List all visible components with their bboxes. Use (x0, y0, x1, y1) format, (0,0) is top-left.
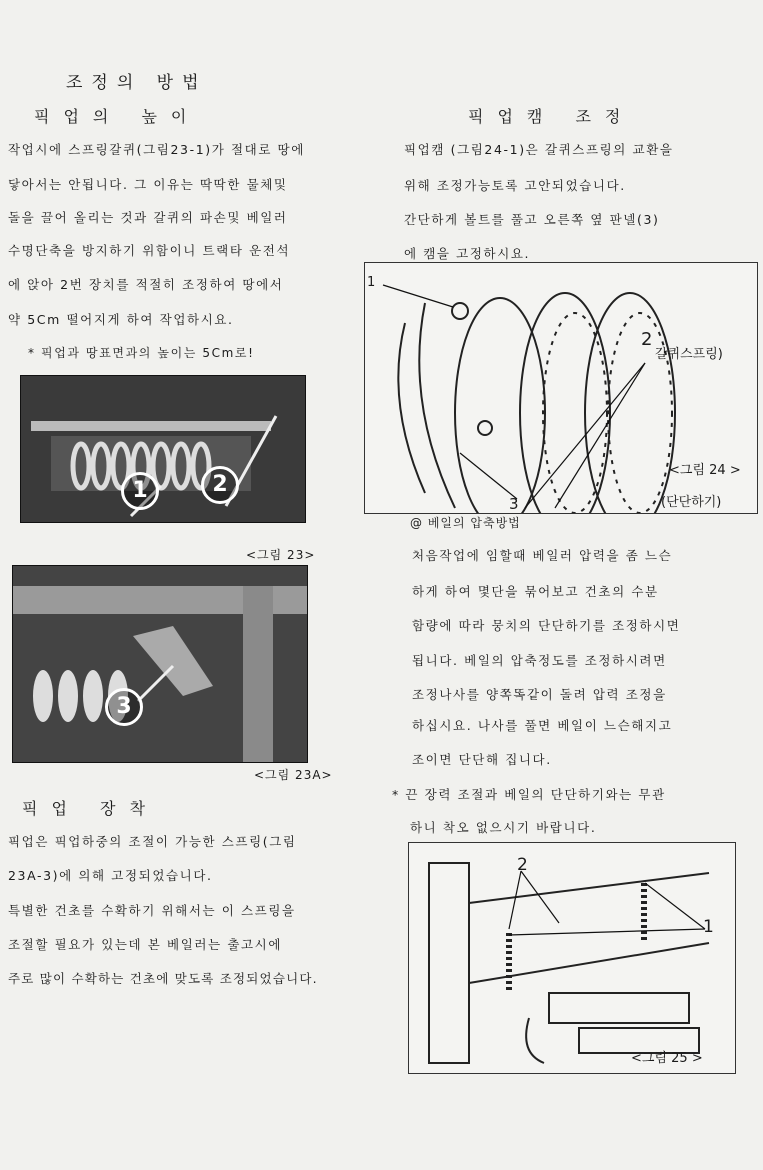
text-line: 돌을 끌어 올리는 것과 갈퀴의 파손및 베일러 (8, 210, 288, 225)
text-line: 에 캠을 고정하시요. (404, 246, 531, 261)
section-title-pickup-mount: 픽업 장착 (22, 799, 159, 818)
text-line: 약 5Cm 떨어지게 하여 작업하시요. (8, 312, 234, 327)
note-line: * 끈 장력 조절과 베일의 단단하기와는 무관 (392, 787, 666, 802)
figure-25-drawing (408, 842, 736, 1074)
section-title-bale-compression: @ 베일의 압축방법 (410, 516, 521, 530)
figure-24-drawing (364, 262, 758, 514)
page-title: 조정의 방법 (66, 73, 208, 93)
bale-press-illustration (409, 843, 735, 1073)
figure-24-label-3: 3 (509, 495, 519, 513)
section-title-pickup-height: 픽업의 높이 (34, 107, 201, 126)
text-line: 주로 많이 수확하는 건초에 맞도록 조정되었습니다. (8, 971, 318, 986)
figure-24-label-2-text: 갈퀴스프링) (655, 347, 723, 362)
text-line: 수명단축을 방지하기 위함이니 트랙타 운전석 (8, 243, 291, 258)
figure-23a-label-3: 3 (105, 688, 143, 726)
figure-25-caption: <그림 25 > (631, 1051, 703, 1066)
figure-25-label-1: 1 (703, 917, 714, 937)
figure-23-photo (20, 375, 306, 523)
figure-24-label-1: 1 (367, 275, 376, 290)
note-height: * 픽업과 땅표면과의 높이는 5Cm로! (28, 346, 255, 360)
pickup-rake-illustration (21, 376, 305, 522)
text-line: 간단하게 볼트를 풀고 오른쪽 옆 판넬(3) (404, 212, 660, 227)
text-line: 조절할 필요가 있는데 본 베일러는 출고시에 (8, 937, 283, 952)
text-line: 23A-3)에 의해 고정되었습니다. (8, 868, 213, 883)
figure-23a-caption: <그림 23A> (254, 768, 333, 782)
figure-23-label-1: 1 (121, 472, 159, 510)
text-line: 처음작업에 임할때 베일러 압력을 좀 느슨 (412, 548, 673, 563)
figure-23a-photo (12, 565, 308, 763)
figure-24-sub-caption: (단단하기) (661, 495, 722, 510)
figure-25-label-2: 2 (517, 855, 528, 875)
text-line: 작업시에 스프링갈퀴(그림23-1)가 절대로 땅에 (8, 142, 305, 157)
text-line: 위해 조정가능토록 고안되었습니다. (404, 178, 626, 193)
text-line: 특별한 건초를 수확하기 위해서는 이 스프링을 (8, 903, 296, 918)
text-line: 조이면 단단해 집니다. (412, 752, 552, 767)
text-line: 함량에 따라 뭉치의 단단하기를 조정하시면 (412, 618, 681, 633)
text-line: 조정나사를 양쪽똑같이 돌려 압력 조정을 (412, 687, 667, 702)
figure-24-caption: <그림 24 > (669, 463, 741, 478)
figure-24-label-2: 2 (641, 329, 653, 350)
text-line: 에 앉아 2번 장치를 적절히 조정하여 땅에서 (8, 277, 284, 292)
text-line: 픽업캠 (그림24-1)은 갈퀴스프링의 교환을 (404, 142, 674, 157)
text-line: 됩니다. 베일의 압축정도를 조정하시려면 (412, 653, 667, 668)
pickup-spring-illustration (13, 566, 307, 762)
note-line: 하니 착오 없으시기 바랍니다. (410, 820, 597, 835)
section-title-cam-adjust: 픽업캠 조정 (468, 107, 635, 126)
text-line: 닿아서는 안됩니다. 그 이유는 딱딱한 물체및 (8, 177, 288, 192)
text-line: 하십시요. 나사를 풀면 베일이 느슨해지고 (412, 718, 673, 733)
figure-23-caption: <그림 23> (246, 548, 316, 562)
text-line: 픽업은 픽업하중의 조절이 가능한 스프링(그림 (8, 834, 297, 849)
text-line: 하게 하여 몇단을 묶어보고 건초의 수분 (412, 584, 659, 599)
figure-23-label-2: 2 (201, 466, 239, 504)
